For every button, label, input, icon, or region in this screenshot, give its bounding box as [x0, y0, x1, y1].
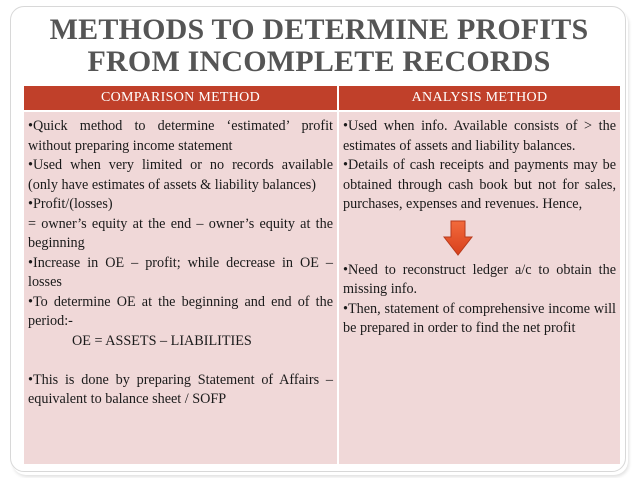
comparison-point-quick-method: •Quick method to determine ‘estimated’ profit without preparing income statement — [28, 118, 333, 154]
comparison-point-profit-losses: •Profit/(losses) — [28, 196, 113, 212]
comparison-point-statement-of-affairs: •This is done by preparing Statement of Affairs – equivalent to balance sheet / SOFP — [28, 371, 333, 407]
table-header-row — [24, 86, 620, 111]
comparison-oe-formula: OE = ASSETS – LIABILITIES — [72, 332, 252, 349]
header-analysis-method: ANALYSIS METHOD — [338, 86, 620, 111]
comparison-point-when-used: •Used when very limited or no records available (only have estimates of assets & liability balances) — [28, 157, 333, 193]
slide-title-line-2: FROM INCOMPLETE RECORDS — [87, 45, 551, 78]
comparison-point-increase-decrease: •Increase in OE – profit; while decrease in OE – losses — [28, 254, 333, 290]
comparison-method-cell — [24, 111, 338, 464]
analysis-point-cash-details: •Details of cash receipts and payments may be obtained through cash book but not for sales, purchases, expenses and revenues. Hence, — [343, 157, 616, 212]
table-body-row — [24, 111, 620, 464]
down-arrow-icon-graphic — [443, 220, 473, 256]
analysis-point-reconstruct-ledger: •Need to reconstruct ledger a/c to obtain the missing info. — [343, 261, 616, 297]
down-arrow-icon — [343, 220, 616, 260]
analysis-method-cell — [338, 111, 620, 464]
analysis-point-info-available: •Used when info. Available consists of > the estimates of assets and liability balances. — [343, 118, 616, 154]
slide-title — [0, 14, 638, 78]
comparison-profit-formula: = owner’s equity at the end – owner’s equity at the beginning — [28, 215, 333, 251]
methods-comparison-table — [24, 86, 620, 464]
header-comparison-method: COMPARISON METHOD — [24, 86, 338, 111]
comparison-point-determine-oe: •To determine OE at the beginning and end of the period:- — [28, 293, 333, 329]
analysis-point-statement-income: •Then, statement of comprehensive income will be prepared in order to find the net profit — [343, 300, 616, 336]
slide-title-line-1: METHODS TO DETERMINE PROFITS — [49, 13, 589, 46]
